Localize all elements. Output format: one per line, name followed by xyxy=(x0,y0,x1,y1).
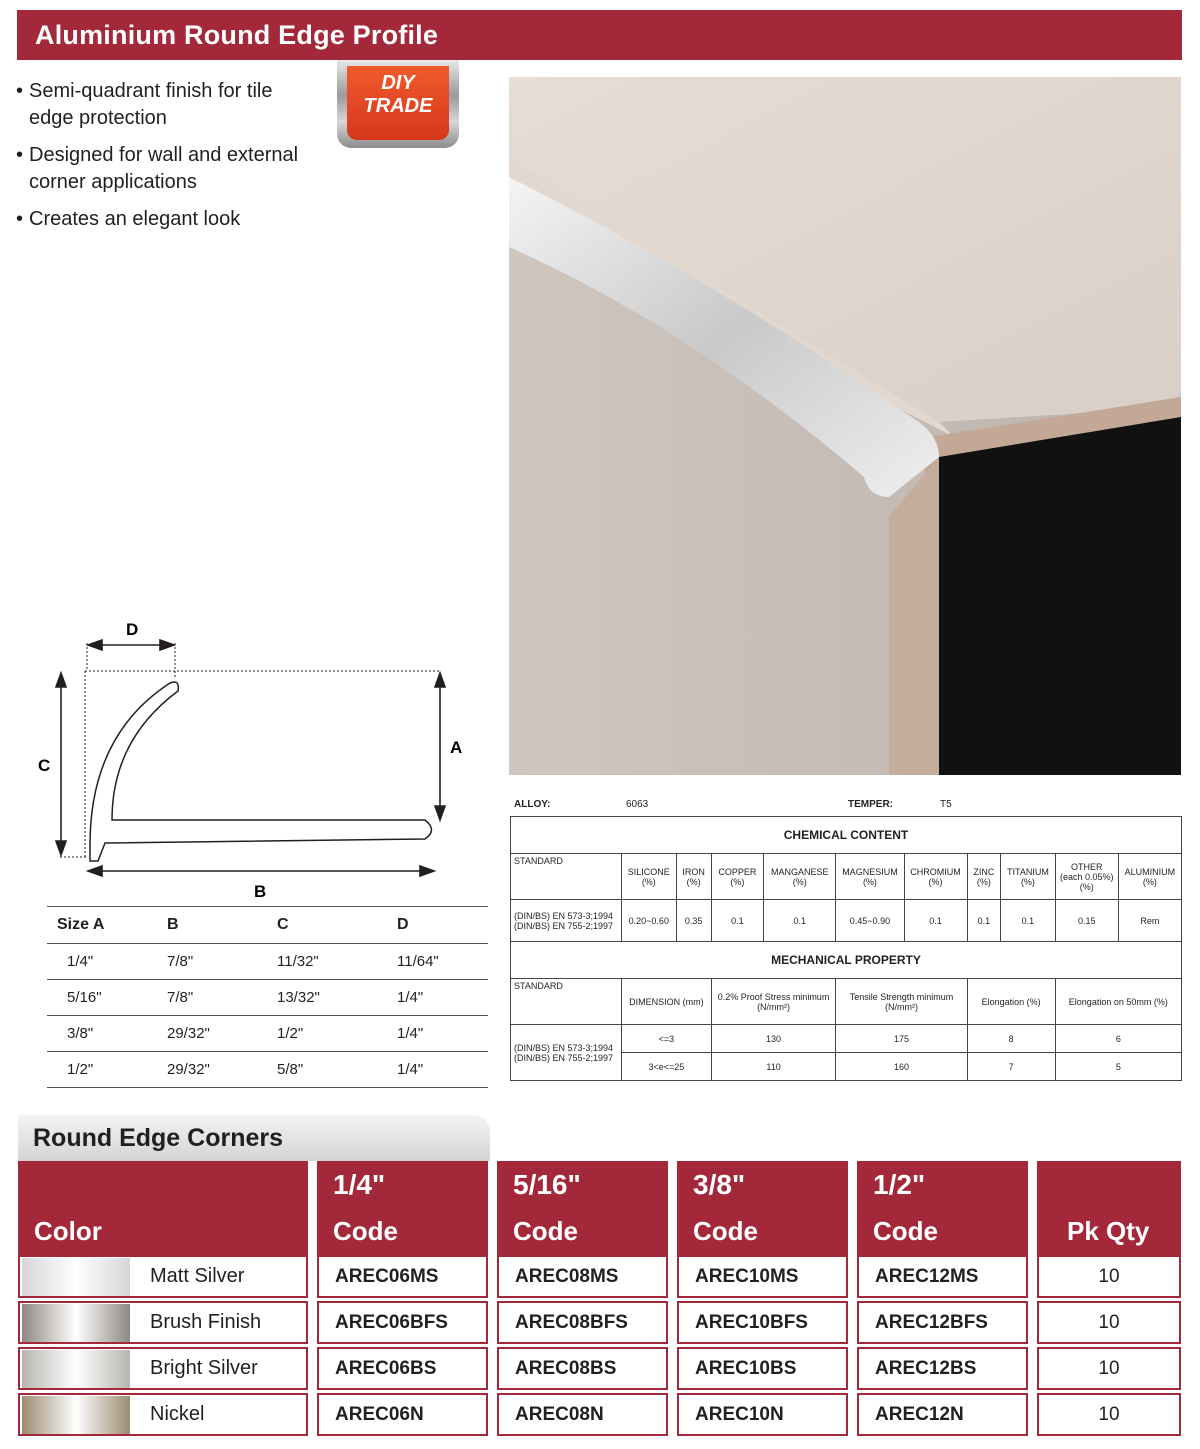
code-header: Code xyxy=(513,1216,578,1246)
standard-value: (DIN/BS) EN 573-3;1994 (DIN/BS) EN 755-2;1997 xyxy=(511,900,622,942)
table-row xyxy=(47,1052,488,1088)
cell: 7/8" xyxy=(157,944,267,980)
cell: 3/8" xyxy=(47,1016,157,1052)
cell: 0.20~0.60 xyxy=(622,900,677,942)
size-label: 1/4" xyxy=(333,1169,386,1200)
col-header: SILICONE (%) xyxy=(622,854,677,900)
color-swatch xyxy=(22,1396,130,1434)
cell: 5/8" xyxy=(267,1052,387,1088)
cell: 0.45~0.90 xyxy=(836,900,904,942)
product-code: AREC08BS xyxy=(497,1347,668,1390)
header-b: B xyxy=(157,907,267,944)
size-column-header xyxy=(677,1161,848,1255)
size-label: 1/2" xyxy=(873,1169,926,1200)
product-code: AREC06BS xyxy=(317,1347,488,1390)
pk-header: Pk Qty xyxy=(1067,1216,1150,1246)
cell: 1/4" xyxy=(387,1016,488,1052)
cell: 175 xyxy=(836,1025,967,1053)
color-column-header xyxy=(18,1161,308,1255)
col-header: COPPER (%) xyxy=(711,854,763,900)
col-header: ZINC (%) xyxy=(967,854,1001,900)
pack-qty: 10 xyxy=(1037,1393,1181,1436)
size-column-header xyxy=(317,1161,488,1255)
product-code: AREC12BS xyxy=(857,1347,1028,1390)
chemical-value-row xyxy=(511,900,1182,942)
code-header: Code xyxy=(693,1216,758,1246)
col-header: 0.2% Proof Stress minimum (N/mm²) xyxy=(711,979,836,1025)
color-cell xyxy=(18,1393,308,1436)
cell: 160 xyxy=(836,1053,967,1081)
table-row xyxy=(47,944,488,980)
size-label: 5/16" xyxy=(513,1169,581,1200)
feature-item: • Semi-quadrant finish for tile edge protection xyxy=(16,78,319,132)
alloy-value: 6063 xyxy=(626,799,649,810)
col-header: CHROMIUM (%) xyxy=(904,854,967,900)
profile-diagram xyxy=(30,615,490,905)
pack-qty: 10 xyxy=(1037,1255,1181,1298)
temper-value: T5 xyxy=(940,799,952,810)
cell: 0.1 xyxy=(904,900,967,942)
product-code: AREC10BFS xyxy=(677,1301,848,1344)
label-c: C xyxy=(38,756,51,775)
cell: 0.1 xyxy=(1001,900,1055,942)
page-title: Aluminium Round Edge Profile xyxy=(35,20,439,50)
cell: 5/16" xyxy=(47,980,157,1016)
product-code: AREC12BFS xyxy=(857,1301,1028,1344)
cell: 8 xyxy=(967,1025,1055,1053)
alloy-label: ALLOY: xyxy=(514,799,551,810)
col-header: IRON (%) xyxy=(676,854,711,900)
standard-value: (DIN/BS) EN 573-3;1994 (DIN/BS) EN 755-2;1997 xyxy=(511,1025,622,1081)
cell: 6 xyxy=(1055,1025,1181,1053)
code-header: Code xyxy=(873,1216,938,1246)
col-header: MAGNESIUM (%) xyxy=(836,854,904,900)
feature-item: • Designed for wall and external corner applications xyxy=(16,142,299,196)
cell: 0.1 xyxy=(967,900,1001,942)
label-b: B xyxy=(254,882,267,901)
cell: 0.15 xyxy=(1055,900,1118,942)
pack-qty: 10 xyxy=(1037,1301,1181,1344)
cell: 0.35 xyxy=(676,900,711,942)
color-swatch xyxy=(22,1350,130,1388)
pk-column-header xyxy=(1037,1161,1181,1255)
table-row xyxy=(47,980,488,1016)
color-name: Bright Silver xyxy=(150,1357,258,1379)
col-header: Tensile Strength minimum (N/mm²) xyxy=(836,979,967,1025)
color-name: Nickel xyxy=(150,1403,205,1425)
corner-photo-illustration xyxy=(509,77,1181,775)
col-header: MANGANESE (%) xyxy=(764,854,836,900)
col-header: ALUMINIUM (%) xyxy=(1118,854,1181,900)
cell: 7/8" xyxy=(157,980,267,1016)
section-title: Round Edge Corners xyxy=(33,1124,284,1152)
product-code: AREC12N xyxy=(857,1393,1028,1436)
cell: 1/4" xyxy=(47,944,157,980)
diy-trade-badge xyxy=(347,66,449,140)
cell: 5 xyxy=(1055,1053,1181,1081)
size-column-header xyxy=(497,1161,668,1255)
color-cell xyxy=(18,1255,308,1298)
color-cell xyxy=(18,1301,308,1344)
cell: <=3 xyxy=(622,1025,712,1053)
header-d: D xyxy=(387,907,488,944)
product-code: AREC08BFS xyxy=(497,1301,668,1344)
mechanical-title: MECHANICAL PROPERTY xyxy=(511,942,1182,979)
product-code: AREC06N xyxy=(317,1393,488,1436)
cell: 3<e<=25 xyxy=(622,1053,712,1081)
size-label: 3/8" xyxy=(693,1169,746,1200)
product-code: AREC08MS xyxy=(497,1255,668,1298)
col-header: Elongation (%) xyxy=(967,979,1055,1025)
cell: 11/64" xyxy=(387,944,488,980)
product-code: AREC10BS xyxy=(677,1347,848,1390)
standard-label: STANDARD xyxy=(511,854,622,900)
header-size-a: Size A xyxy=(47,907,157,944)
product-code: AREC08N xyxy=(497,1393,668,1436)
product-code: AREC06MS xyxy=(317,1255,488,1298)
cell: 29/32" xyxy=(157,1016,267,1052)
cell: 29/32" xyxy=(157,1052,267,1088)
spec-table xyxy=(510,816,1182,1081)
pack-qty: 10 xyxy=(1037,1347,1181,1390)
size-column-header xyxy=(857,1161,1028,1255)
color-name: Matt Silver xyxy=(150,1265,245,1287)
color-cell xyxy=(18,1347,308,1390)
badge-line: TRADE xyxy=(363,95,433,117)
cell: 0.1 xyxy=(711,900,763,942)
code-header: Code xyxy=(333,1216,398,1246)
cell: Rem xyxy=(1118,900,1181,942)
color-swatch xyxy=(22,1304,130,1342)
col-header: TITANIUM (%) xyxy=(1001,854,1055,900)
size-table xyxy=(47,906,488,1088)
cell: 130 xyxy=(711,1025,836,1053)
color-name: Brush Finish xyxy=(150,1311,262,1333)
product-photo xyxy=(509,77,1181,775)
cell: 110 xyxy=(711,1053,836,1081)
product-code: AREC06BFS xyxy=(317,1301,488,1344)
cell: 1/2" xyxy=(267,1016,387,1052)
col-header: DIMENSION (mm) xyxy=(622,979,712,1025)
table-row xyxy=(47,1016,488,1052)
temper-label: TEMPER: xyxy=(848,799,893,810)
chemical-title-row xyxy=(511,817,1182,854)
cell: 11/32" xyxy=(267,944,387,980)
cell: 0.1 xyxy=(764,900,836,942)
product-code: AREC10MS xyxy=(677,1255,848,1298)
cell: 1/4" xyxy=(387,980,488,1016)
product-code: AREC12MS xyxy=(857,1255,1028,1298)
standard-label: STANDARD xyxy=(511,979,622,1025)
cell: 1/4" xyxy=(387,1052,488,1088)
label-a: A xyxy=(450,738,463,757)
color-swatch xyxy=(22,1258,130,1296)
feature-list xyxy=(16,78,336,243)
chemical-header-row xyxy=(511,854,1182,900)
mechanical-title-row xyxy=(511,942,1182,979)
cell: 13/32" xyxy=(267,980,387,1016)
chemical-title: CHEMICAL CONTENT xyxy=(511,817,1182,854)
feature-item: • Creates an elegant look xyxy=(16,206,336,233)
label-d: D xyxy=(126,620,139,639)
badge-line: DIY xyxy=(381,72,415,94)
mechanical-row xyxy=(511,1025,1182,1053)
color-header: Color xyxy=(34,1216,102,1246)
col-header: OTHER (each 0.05%) (%) xyxy=(1055,854,1118,900)
size-table-header xyxy=(47,907,488,944)
header-c: C xyxy=(267,907,387,944)
cell: 1/2" xyxy=(47,1052,157,1088)
product-code: AREC10N xyxy=(677,1393,848,1436)
col-header: Elongation on 50mm (%) xyxy=(1055,979,1181,1025)
mechanical-header-row xyxy=(511,979,1182,1025)
cell: 7 xyxy=(967,1053,1055,1081)
